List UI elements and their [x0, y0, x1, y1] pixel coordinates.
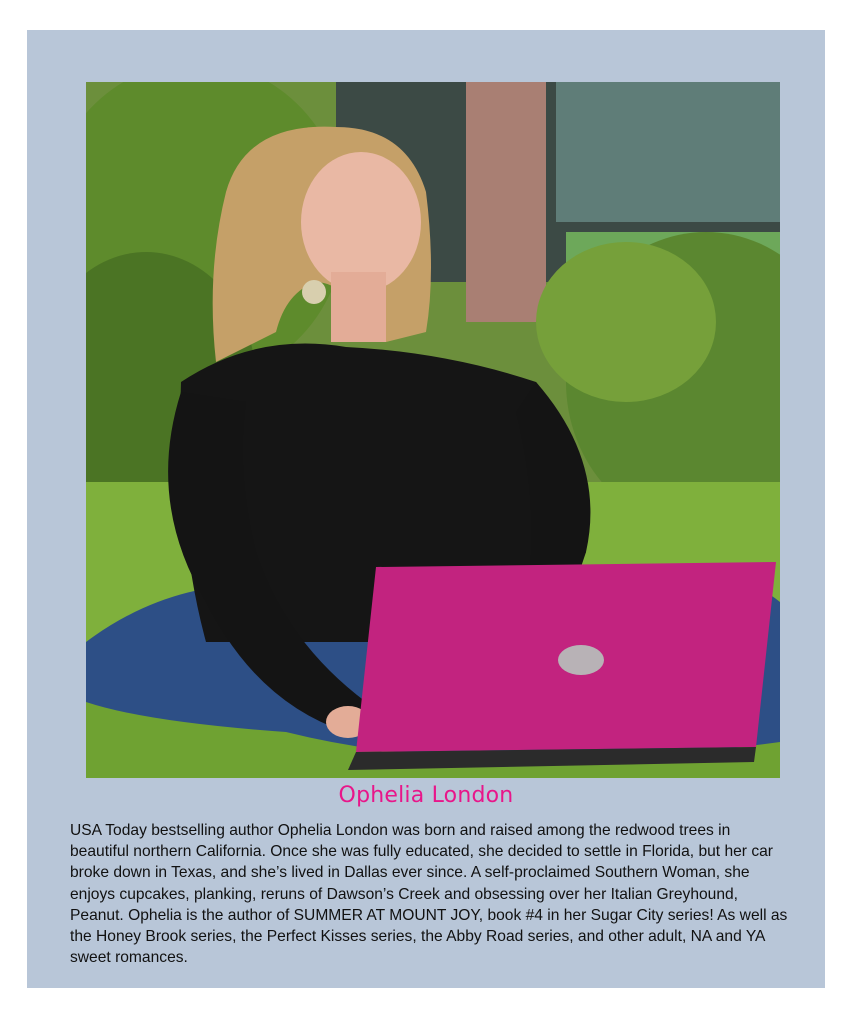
author-card: [27, 30, 825, 988]
author-photo: [86, 82, 780, 778]
author-name: Ophelia London: [338, 783, 514, 808]
author-bio: USA Today bestselling author Ophelia London was born and raised among the redwood trees in beautiful northern California. Once she was fully educated, she decided to settle in Florida, but her car broke down in Texas, and she’s lived in Dallas ever since. A self-proclaimed Southern Woman, she enjoys cupcakes, planking, reruns of Dawson’s Creek and obsessing over her Italian Greyhound, Peanut. Ophelia is the author of SUMMER AT MOUNT JOY, book #4 in her Sugar City series! As well as the Honey Brook series, the Perfect Kisses series, the Abby Road series, and other adult, NA and YA sweet romances.: [70, 822, 788, 967]
